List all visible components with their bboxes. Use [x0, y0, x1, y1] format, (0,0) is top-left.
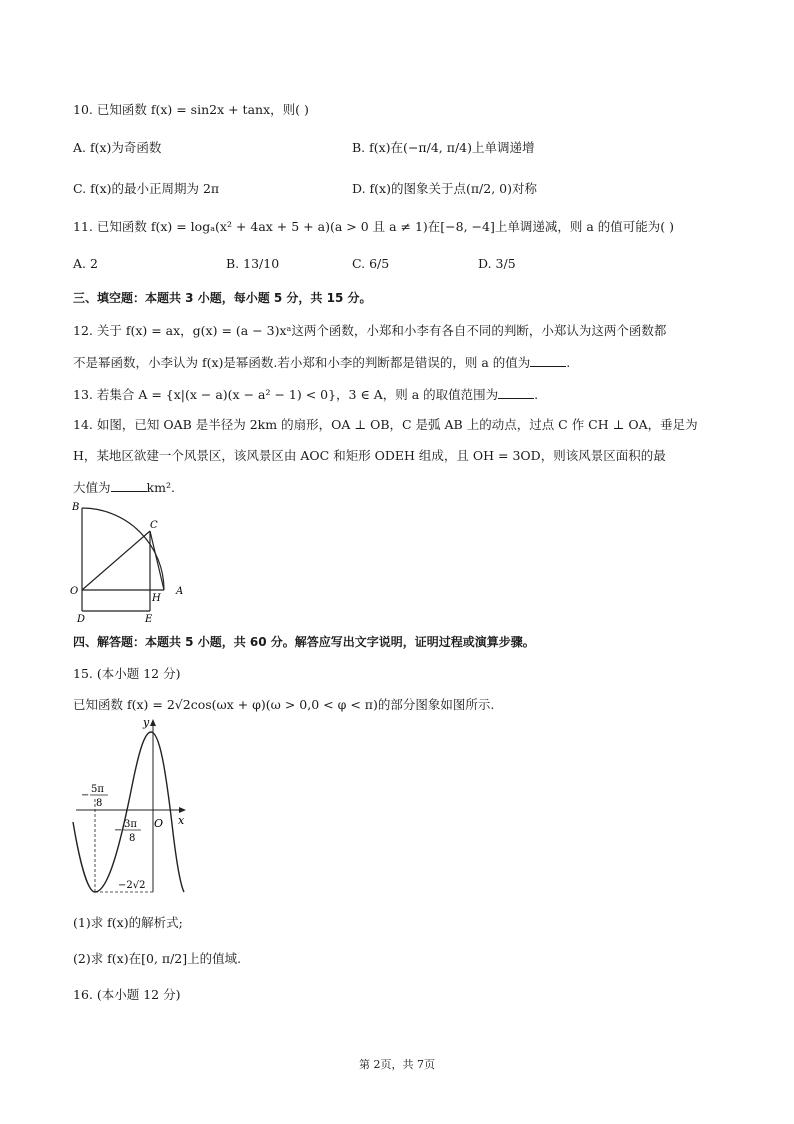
origin-label: O [154, 817, 164, 830]
q14-answer-blank [111, 479, 147, 492]
q13-end: . [534, 387, 539, 402]
q15-graph-figure [68, 714, 198, 896]
q10-option-d: D. f(x)的图象关于点(π/2, 0)对称 [352, 181, 537, 196]
label-O: O [70, 586, 79, 597]
segment-CA [150, 531, 164, 590]
q12-line2 [73, 354, 570, 372]
q15-part2: (2)求 f(x)在[0, π/2]上的值域. [73, 951, 242, 966]
tick-5pi-den: 8 [96, 798, 103, 809]
label-D: D [77, 614, 86, 625]
q14-sector-figure [68, 500, 193, 625]
q12-line2-text: 不是幂函数，小李认为 f(x)是幂函数.若小郑和小李的判断都是错误的，则 a 的值为 [73, 355, 531, 370]
cosine-curve [73, 732, 184, 892]
label-A: A [176, 586, 184, 597]
label-C: C [150, 520, 158, 531]
q11-stem: 11. 已知函数 f(x) = logₐ(x² + 4ax + 5 + a)(a > 0 且 a ≠ 1)在[−8, −4]上单调递减，则 a 的值可能为( ) [73, 219, 674, 234]
q12-line1: 12. 关于 f(x) = ax，g(x) = (a − 3)xᵃ这两个函数，小郑和小李有各自不同的判断，小郑认为这两个函数都 [73, 323, 667, 338]
tick-minus-5pi8-sign: − [81, 790, 90, 801]
q13-text: 13. 若集合 A = {x|(x − a)(x − a² − 1) < 0}，3 ∈ A，则 a 的取值范围为 [73, 387, 499, 402]
tick-5pi-num: 5π [91, 784, 104, 795]
q13-answer-blank [498, 386, 534, 399]
q16-heading: 16. (本小题 12 分) [73, 987, 181, 1002]
q10-option-c: C. f(x)的最小正周期为 2π [73, 181, 220, 196]
q14-line1: 14. 如图，已知 OAB 是半径为 2km 的扇形，OA ⊥ OB，C 是弧 AB 上的动点，过点 C 作 CH ⊥ OA，垂足为 [73, 417, 698, 432]
q14-line3 [73, 479, 175, 497]
q10-option-b: B. f(x)在(−π/4, π/4)上单调递增 [352, 140, 535, 155]
section-4-heading: 四、解答题：本题共 5 小题，共 60 分。解答应写出文字说明，证明过程或演算步骤。 [73, 635, 535, 649]
label-H: H [152, 593, 161, 604]
tick-3pi-num: 3π [124, 819, 137, 830]
y-axis-arrow [150, 719, 156, 726]
min-value-label: −2√2 [118, 880, 146, 891]
q14-unit: km². [146, 480, 175, 495]
tick-3pi-den: 8 [129, 833, 136, 844]
q11-option-b: B. 13/10 [226, 256, 280, 271]
q13-line [73, 386, 538, 404]
axis-label-y: y [143, 716, 150, 729]
q14-line2: H，某地区欲建一个风景区，该风景区由 AOC 和矩形 ODEH 组成，且 OH = 3OD，则该风景区面积的最 [73, 448, 666, 463]
q15-stem: 已知函数 f(x) = 2√2cos(ωx + φ)(ω > 0,0 < φ < π)的部分图象如图所示. [73, 697, 495, 712]
q15-heading: 15. (本小题 12 分) [73, 666, 181, 681]
q15-part1: (1)求 f(x)的解析式; [73, 915, 183, 930]
segment-OC [82, 531, 150, 590]
q11-option-c: C. 6/5 [352, 256, 390, 271]
label-B: B [72, 502, 80, 513]
q10-option-a: A. f(x)为奇函数 [73, 140, 162, 155]
q12-answer-blank [530, 354, 566, 367]
q12-end: . [566, 355, 571, 370]
q11-option-a: A. 2 [73, 256, 98, 271]
tick-minus-3pi8-sign: − [114, 825, 123, 836]
axis-label-x: x [178, 814, 185, 827]
page-footer: 第 2页，共 7页 [359, 1058, 435, 1071]
q11-option-d: D. 3/5 [478, 256, 516, 271]
x-axis-arrow [179, 807, 186, 813]
q10-stem: 10. 已知函数 f(x) = sin2x + tanx，则( ) [73, 102, 309, 117]
section-3-heading: 三、填空题：本题共 3 小题，每小题 5 分，共 15 分。 [73, 291, 372, 305]
label-E: E [145, 614, 153, 625]
q14-line3-text: 大值为 [73, 480, 111, 495]
